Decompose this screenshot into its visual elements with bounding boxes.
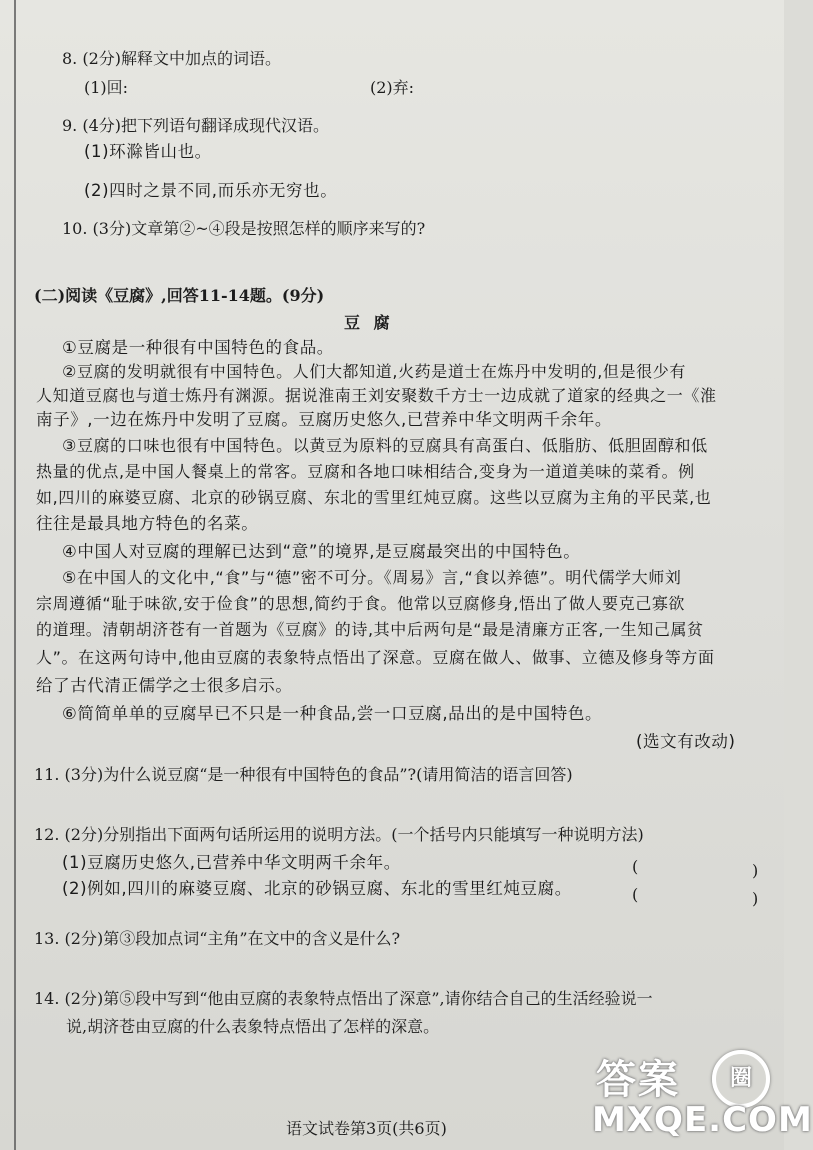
q14-line2: 说,胡济苍由豆腐的什么表象特点悟出了怎样的深意。 — [66, 1017, 440, 1036]
article-source-note: (选文有改动) — [636, 732, 736, 751]
q12-answer-paren-open: ( — [632, 857, 639, 876]
q11-stem: 11. (3分)为什么说豆腐“是一种很有中国特色的食品”?(请用简洁的语言回答) — [34, 765, 573, 784]
q9-stem: 9. (4分)把下列语句翻译成现代汉语。 — [62, 116, 330, 135]
article-title: 豆 腐 — [344, 313, 394, 332]
q13-stem: 13. (2分)第③段加点词“主角”在文中的含义是什么? — [34, 929, 401, 948]
article-line: 人知道豆腐也与道士炼丹有渊源。据说淮南王刘安聚数千方士一边成就了道家的经典之一《淮 — [36, 386, 717, 405]
article-line: 的道理。清朝胡济苍有一首题为《豆腐》的诗,其中后两句是“最是清廉方正客,一生知己属贫 — [36, 620, 704, 639]
section2-heading: (二)阅读《豆腐》,回答11-14题。(9分) — [34, 286, 325, 305]
article-line: 人”。在这两句诗中,他由豆腐的表象特点悟出了深意。豆腐在做人、做事、立德及修身等方面 — [36, 648, 715, 667]
q12-sub1: (1)豆腐历史悠久,已营养中华文明两千余年。 — [62, 853, 401, 872]
binding-edge-line — [14, 0, 16, 1150]
site-watermark-logo — [586, 1048, 813, 1144]
q12-answer-paren-close: ) — [752, 889, 759, 908]
q12-answer-paren-open: ( — [632, 885, 639, 904]
article-line: 给了古代清正儒学之士很多启示。 — [36, 676, 293, 695]
watermark-text-en: MXQE.COM — [592, 1100, 813, 1140]
watermark-text-cn: 答案 — [596, 1057, 680, 1103]
q9-sub1: (1)环滁皆山也。 — [84, 142, 212, 161]
article-line: 南子》,一边在炼丹中发明了豆腐。豆腐历史悠久,已营养中华文明两千余年。 — [36, 410, 612, 429]
q8-sub1: (1)回: — [84, 78, 129, 97]
article-line: ④中国人对豆腐的理解已达到“意”的境界,是豆腐最突出的中国特色。 — [62, 542, 581, 561]
article-line: 如,四川的麻婆豆腐、北京的砂锅豆腐、东北的雪里红炖豆腐。这些以豆腐为主角的平民菜,也 — [36, 488, 712, 507]
article-line: ⑤在中国人的文化中,“食”与“德”密不可分。《周易》言,“食以养德”。明代儒学大师刘 — [62, 568, 682, 587]
q9-sub2: (2)四时之景不同,而乐亦无穷也。 — [84, 181, 338, 200]
article-line: ⑥简简单单的豆腐早已不只是一种食品,尝一口豆腐,品出的是中国特色。 — [62, 704, 603, 723]
q14-line1: 14. (2分)第⑤段中写到“他由豆腐的表象特点悟出了深意”,请你结合自己的生活经验说一 — [34, 989, 653, 1008]
q8-stem: 8. (2分)解释文中加点的词语。 — [62, 49, 282, 68]
article-line: ③豆腐的口味也很有中国特色。以黄豆为原料的豆腐具有高蛋白、低脂肪、低胆固醇和低 — [62, 436, 708, 455]
page-footer: 语文试卷第3页(共6页) — [286, 1119, 447, 1138]
watermark-circle-icon: 圈 — [712, 1050, 770, 1108]
q12-answer-paren-close: ) — [752, 861, 759, 880]
article-line: 往往是最具地方特色的名菜。 — [36, 514, 259, 533]
q12-sub2: (2)例如,四川的麻婆豆腐、北京的砂锅豆腐、东北的雪里红炖豆腐。 — [62, 879, 572, 898]
q8-sub2: (2)弃: — [370, 78, 415, 97]
q10-stem: 10. (3分)文章第②~④段是按照怎样的顺序来写的? — [62, 219, 426, 238]
q12-stem: 12. (2分)分别指出下面两句话所运用的说明方法。(一个括号内只能填写一种说明方法) — [34, 825, 644, 844]
article-line: 热量的优点,是中国人餐桌上的常客。豆腐和各地口味相结合,变身为一道道美味的菜肴。例 — [36, 462, 695, 481]
article-line: ②豆腐的发明就很有中国特色。人们大都知道,火药是道士在炼丹中发明的,但是很少有 — [62, 362, 686, 381]
article-line: ①豆腐是一种很有中国特色的食品。 — [62, 338, 334, 357]
article-line: 宗周遵循“耻于味欲,安于俭食”的思想,简约于食。他常以豆腐修身,悟出了做人要克己寡欲 — [36, 594, 686, 613]
